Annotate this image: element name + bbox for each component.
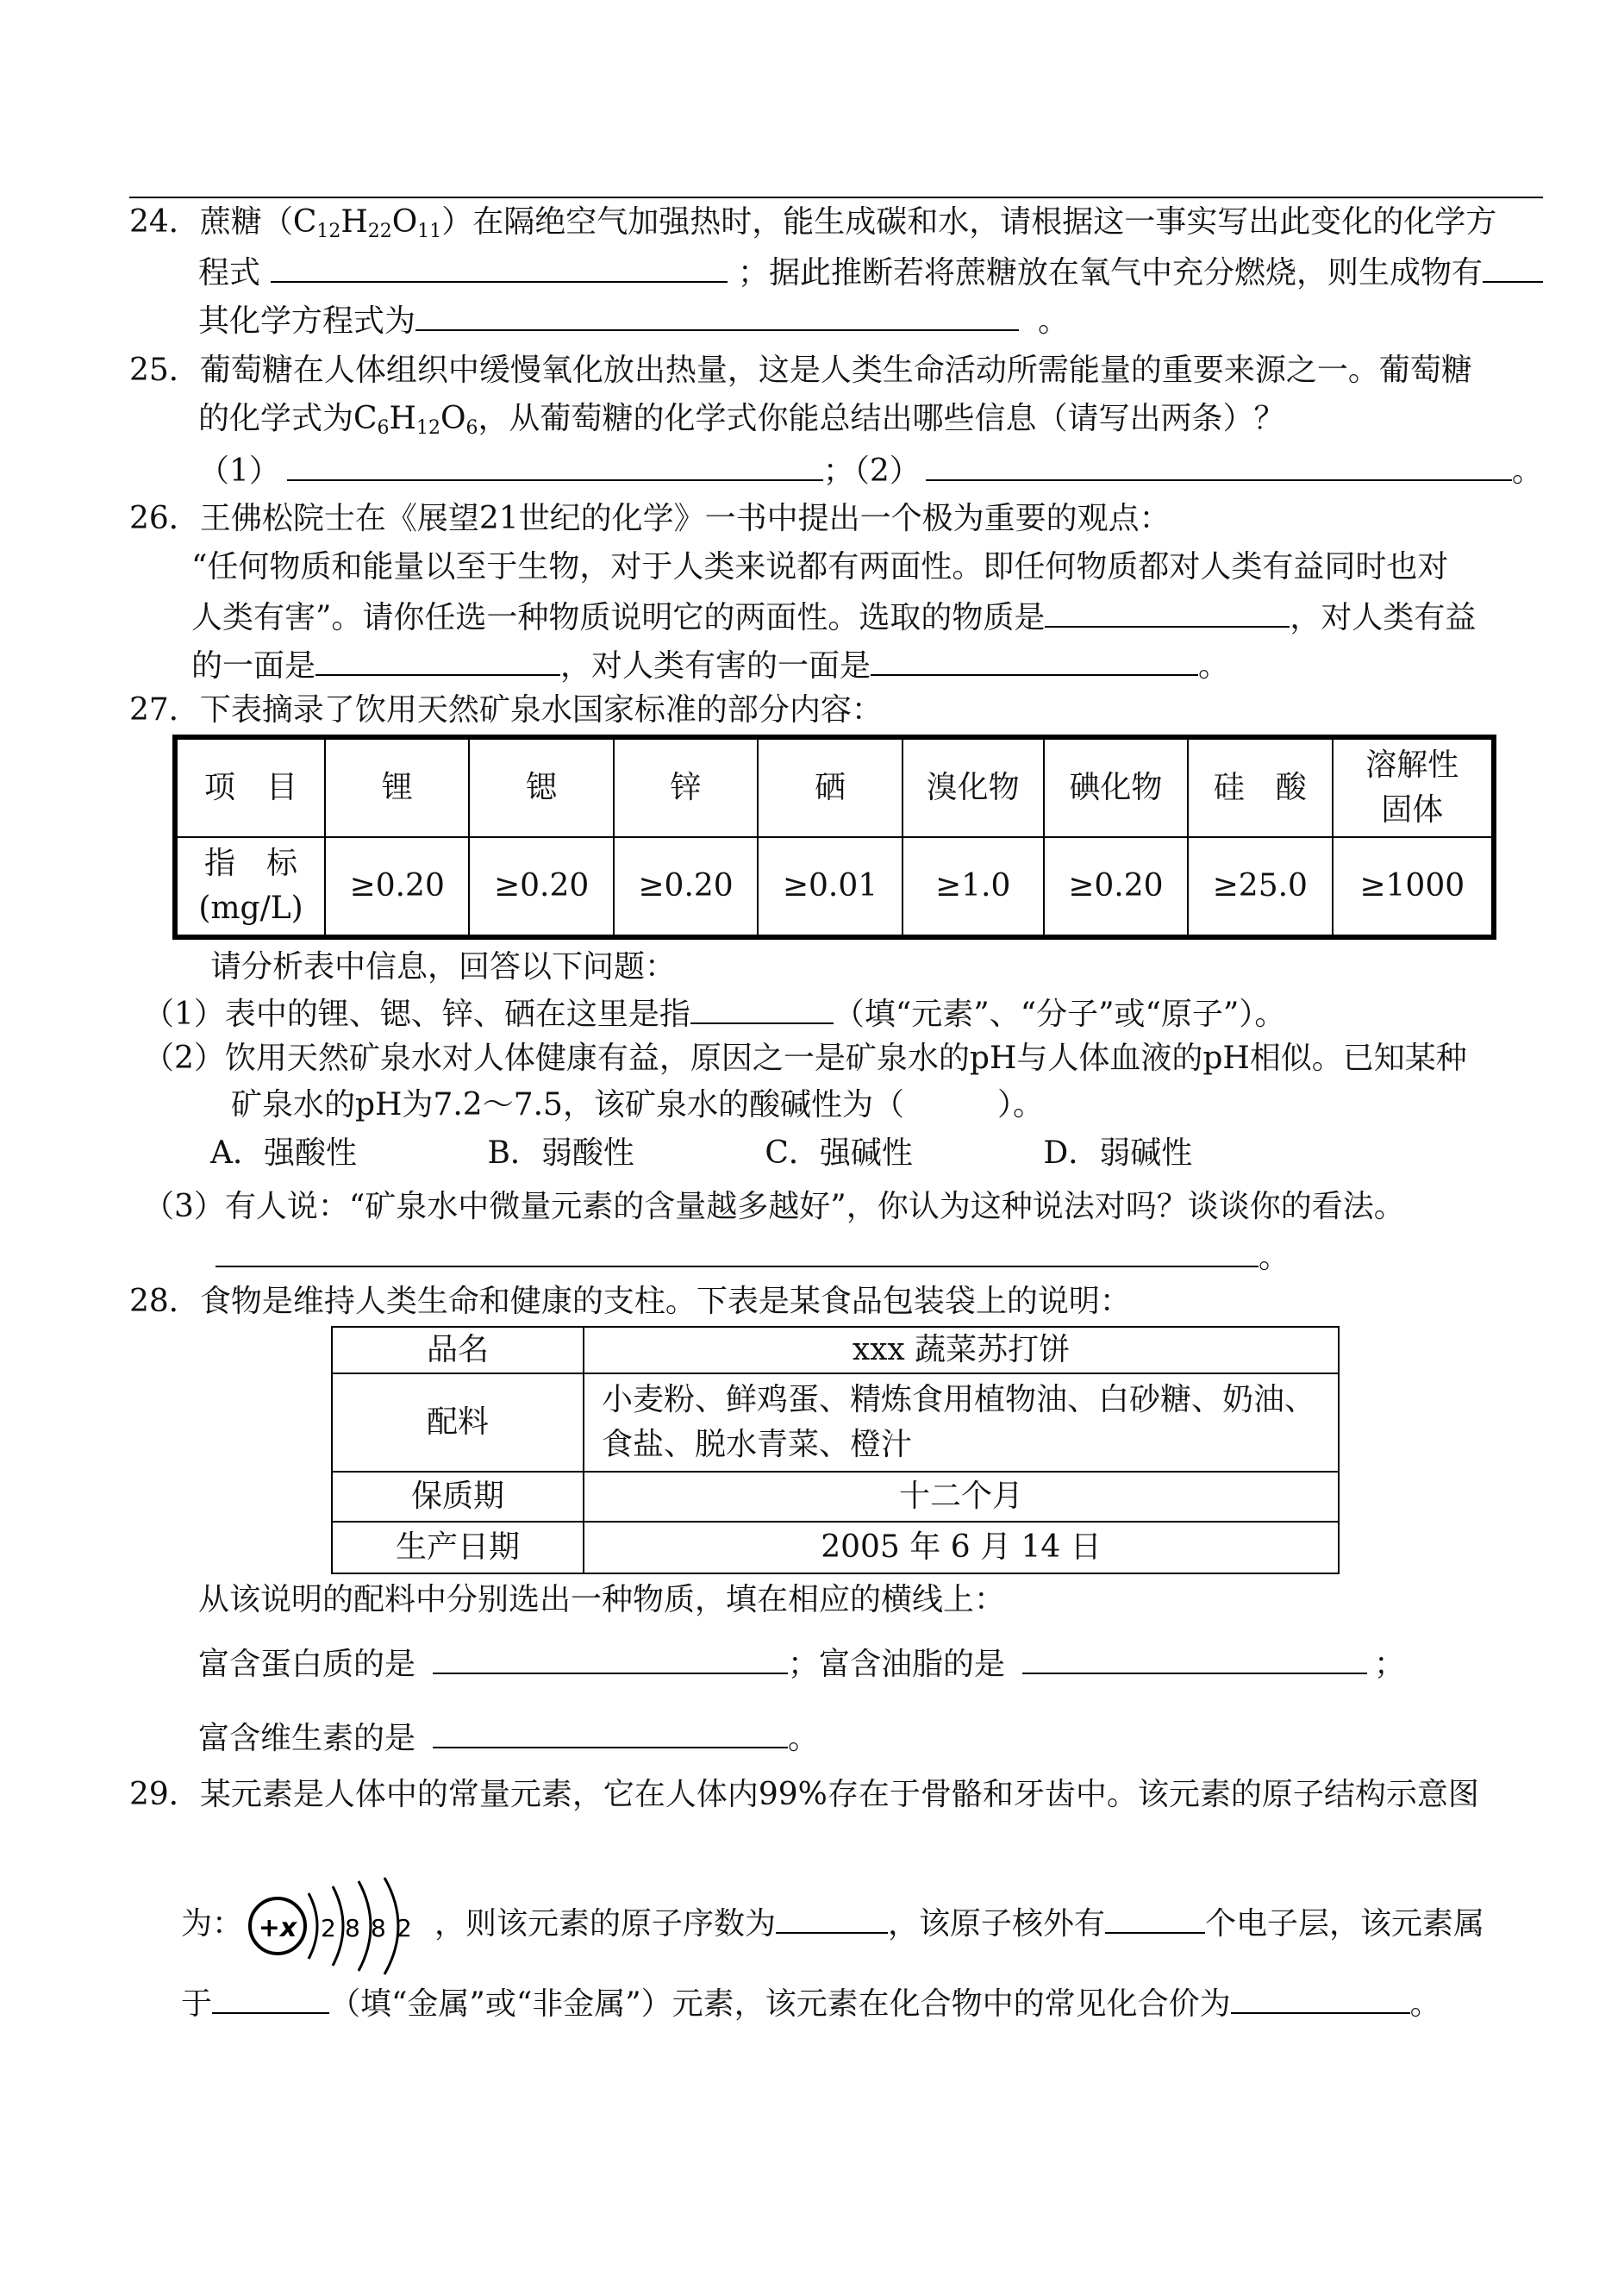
table-cell: 2005 年 6 月 14 日 <box>584 1522 1339 1573</box>
shell-electron-count: 2 <box>321 1914 336 1942</box>
q24-equation-blank[interactable] <box>271 250 728 283</box>
table-cell: 十二个月 <box>584 1472 1339 1522</box>
option-a[interactable]: A．强酸性 <box>210 1135 357 1171</box>
table-row <box>332 1472 1339 1522</box>
table-row <box>175 837 1494 937</box>
table-header-cell: 硅 酸 <box>1188 737 1332 837</box>
q25-line1: 25．葡萄糖在人体组织中缓慢氧化放出热量，这是人类生命活动所需能量的重要来源之一。葡萄糖 <box>129 353 1472 388</box>
table-header-cell: 锶 <box>469 737 613 837</box>
q29-line1: 29．某元素是人体中的常量元素，它在人体内99%存在于骨骼和牙齿中。该元素的原子结构示意图 <box>129 1777 1479 1812</box>
table-cell: ≥1.0 <box>903 837 1044 937</box>
q25-info1-blank[interactable] <box>287 448 823 481</box>
q28-number: 28． <box>129 1284 200 1319</box>
q24-combustion-equation-blank[interactable] <box>415 298 1019 331</box>
table-row <box>175 737 1494 837</box>
q27-number: 27． <box>129 692 200 728</box>
shell-electron-count: 2 <box>397 1914 412 1942</box>
nucleus-label: +x <box>258 1913 297 1943</box>
table-cell: ≥0.01 <box>758 837 902 937</box>
table-row-label: 品名 <box>332 1327 584 1373</box>
q24-line1: 24．蔗糖$(C_{12}H_{22}O_{11})$在隔绝空气加强热时，能生成碳和水，请根据这一事实写出此变化的化学方 <box>129 204 1497 242</box>
q27-part3: （3）有人说：“矿泉水中微量元素的含量越多越好”，你认为这种说法对吗？谈谈你的看法。 <box>143 1189 1405 1224</box>
option-d[interactable]: D．弱碱性 <box>1043 1135 1193 1171</box>
shell-electron-count: 8 <box>345 1914 360 1942</box>
q28-protein-blank[interactable] <box>433 1642 788 1674</box>
q27-element-type-blank[interactable] <box>690 991 834 1024</box>
table-row <box>332 1327 1339 1373</box>
q28-vitamin-line: 富含维生素的是 。 <box>198 1716 819 1760</box>
q29-atomic-number-blank[interactable] <box>776 1901 888 1934</box>
table-header-cell: 锌 <box>614 737 758 837</box>
table-cell: xxx 蔬菜苏打饼 <box>584 1327 1339 1373</box>
q25-line3: （1） ；（2） 。 <box>198 448 1543 492</box>
q29-shell-count-blank[interactable] <box>1105 1901 1205 1934</box>
q29-number: 29． <box>129 1777 200 1812</box>
electron-shell-3 <box>359 1881 371 1971</box>
table-row <box>332 1522 1339 1573</box>
shell-electron-count: 8 <box>371 1914 386 1942</box>
q27-opinion-blank[interactable] <box>215 1235 1259 1267</box>
q29-line3: 于 （填“金属”或“非金属”）元素，该元素在化合物中的常见化合价为 。 <box>181 1981 1441 2025</box>
q27-part2-line2: 矿泉水的pH为7.2～7.5，该矿泉水的酸碱性为（ ）。 <box>231 1087 1044 1122</box>
table-cell: ≥0.20 <box>614 837 758 937</box>
q25-number: 25． <box>129 353 200 388</box>
electron-shell-1 <box>309 1893 317 1959</box>
table-header-cell: 溶解性 固体 <box>1333 737 1495 837</box>
q27-intro: 27．下表摘录了饮用天然矿泉水国家标准的部分内容： <box>129 692 883 728</box>
option-b[interactable]: B．弱酸性 <box>487 1135 634 1171</box>
q27-prompt: 请分析表中信息，回答以下问题： <box>210 949 677 985</box>
food-label-table <box>331 1326 1340 1574</box>
q27-part3-answer: 。 <box>215 1235 1290 1279</box>
q25-line2: 的化学式为$C_6H_{12}O_6$，从葡萄糖的化学式你能总结出哪些信息（请写出两条）？ <box>198 401 1285 439</box>
table-header-cell: 溴化物 <box>903 737 1044 837</box>
top-rule <box>129 197 1543 198</box>
q29-line2: 为： +x 2 8 8 2 ，则该元素的原子序数为 ，该原子核外有 个电子层，该元素属 <box>181 1874 1484 1978</box>
table-header-cell: 碘化物 <box>1044 737 1188 837</box>
q24-number: 24． <box>129 204 200 240</box>
table-cell: ≥0.20 <box>469 837 613 937</box>
table-header-cell: 锂 <box>325 737 469 837</box>
option-c[interactable]: C．强碱性 <box>765 1135 913 1171</box>
q28-vitamin-blank[interactable] <box>433 1716 788 1748</box>
table-cell: ≥0.20 <box>325 837 469 937</box>
q27-part1: （1）表中的锂、锶、锌、硒在这里是指 （填“元素”、“分子”或“原子”）。 <box>143 991 1285 1035</box>
table-cell: ≥0.20 <box>1044 837 1188 937</box>
q29-valence-blank[interactable] <box>1231 1981 1410 2014</box>
table-header-cell: 硒 <box>758 737 902 837</box>
q26-line4: 的一面是 ，对人类有害的一面是 。 <box>191 643 1229 687</box>
q26-line3: 人类有害”。请你任选一种物质说明它的两面性。选取的物质是 ，对人类有益 <box>191 595 1476 639</box>
q27-options <box>210 1133 1192 1174</box>
table-cell: ≥25.0 <box>1188 837 1332 937</box>
q25-info2-blank[interactable] <box>926 448 1512 481</box>
q26-number: 26． <box>129 501 200 536</box>
q24-products-blank[interactable] <box>1483 250 1543 283</box>
q26-beneficial-blank[interactable] <box>315 643 560 676</box>
q26-harmful-blank[interactable] <box>871 643 1198 676</box>
table-row-label: 保质期 <box>332 1472 584 1522</box>
table-row-label: 生产日期 <box>332 1522 584 1573</box>
table-cell: 小麦粉、鲜鸡蛋、精炼食用植物油、白砂糖、奶油、 食盐、脱水青菜、橙汁 <box>584 1373 1339 1472</box>
table-row-label: 指 标 (mg/L) <box>175 837 325 937</box>
q28-fat-blank[interactable] <box>1022 1642 1367 1674</box>
q26-line1: 26．王佛松院士在《展望21世纪的化学》一书中提出一个极为重要的观点： <box>129 501 1171 536</box>
table-cell: ≥1000 <box>1333 837 1495 937</box>
table-row-label: 配料 <box>332 1373 584 1472</box>
q28-intro: 28．食物是维持人类生命和健康的支柱。下表是某食品包装袋上的说明： <box>129 1284 1131 1319</box>
q24-line3: 其化学方程式为 。 <box>198 298 1069 342</box>
q27-part2-line1: （2）饮用天然矿泉水对人体健康有益，原因之一是矿泉水的pH与人体血液的pH相似。已知某种 <box>143 1041 1467 1076</box>
table-row <box>332 1373 1339 1472</box>
q24-line2: 程式 ；据此推断若将蔗糖放在氧气中充分燃烧，则生成物有 <box>198 250 1543 294</box>
mineral-water-standard-table <box>172 735 1496 940</box>
q26-line2: “任何物质和能量以至于生物，对于人类来说都有两面性。即任何物质都对人类有益同时也对 <box>191 549 1449 585</box>
q26-substance-blank[interactable] <box>1045 595 1290 628</box>
q28-prompt: 从该说明的配料中分别选出一种物质，填在相应的横线上： <box>198 1582 1006 1617</box>
table-header-cell: 项 目 <box>175 737 325 837</box>
q29-metal-type-blank[interactable] <box>212 1981 329 2014</box>
atom-structure-diagram <box>243 1874 424 1978</box>
q28-protein-line: 富含蛋白质的是 ；富含油脂的是 ； <box>198 1642 1405 1685</box>
